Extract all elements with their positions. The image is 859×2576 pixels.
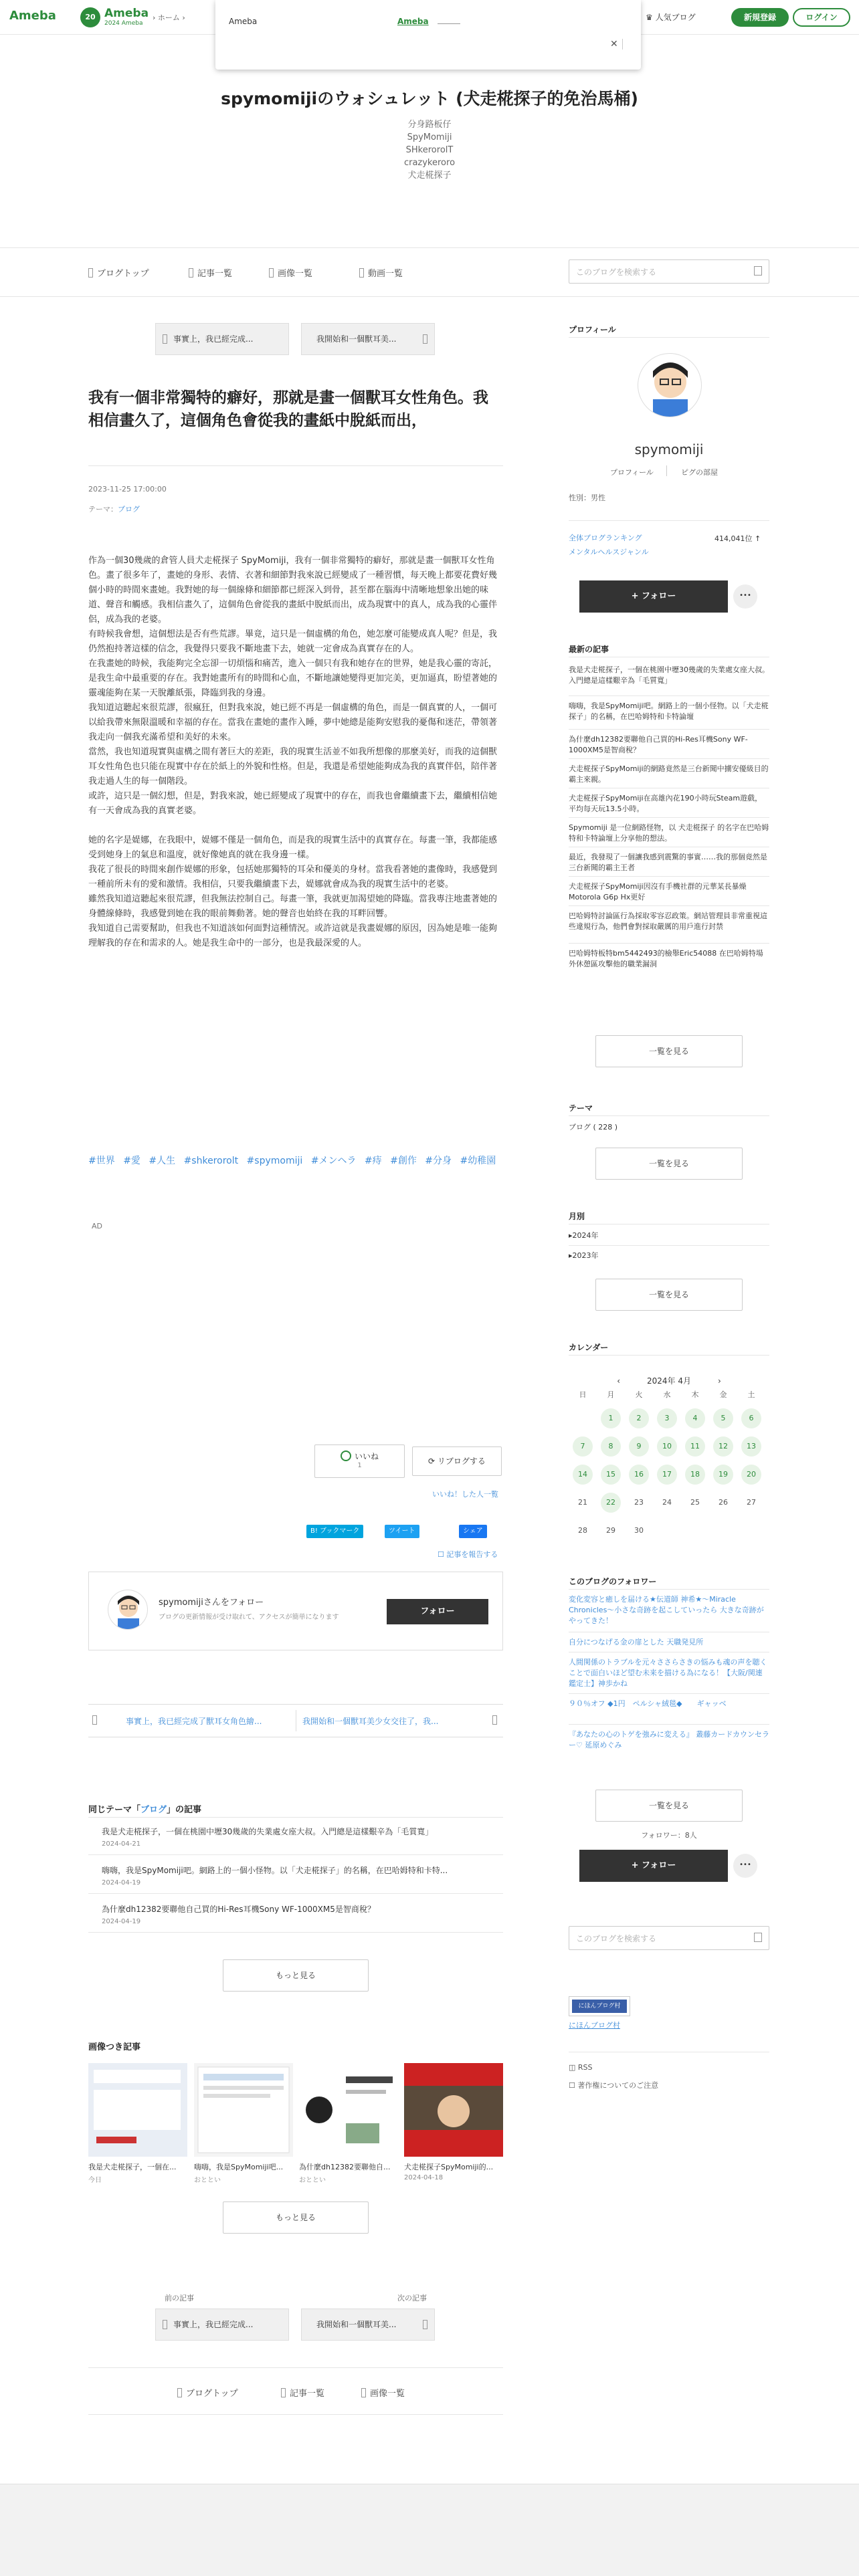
close-icon[interactable]: ✕ (610, 39, 618, 49)
ranking-value: 414,041位 ↑ (714, 534, 761, 543)
copyright-notice-link[interactable]: ☐ 著作権についてのご注意 (569, 2081, 659, 2090)
calendar-day[interactable]: 11 (685, 1436, 705, 1457)
calendar-day[interactable]: 13 (741, 1436, 761, 1457)
image-entry[interactable]: 為什麼dh12382要聯他自... おととい (299, 2063, 398, 2157)
divider (569, 1589, 769, 1590)
entry-body: 作為一個30幾歲的倉管人員犬走椛探子 SpyMomiji，我有一個非常獨特的癖好，那就是畫一個獸耳女性角色。畫了很多年了，畫她的身形、表情、衣著和細節對我來說已經變成了一種習慣，每天晚上都要花費好幾個小時的時間來畫她。我對她的每一個線條和細節都已經深入到骨，甚至都在腦海中清晰地想象出她的味道、聲音和觸感。我相信畫久了，這個角色會從我的畫紙中脫紙而出，成為現實中的真人，成為我的心靈伴侶，成為我的老婆。 有時候我會想，這個想法是否有些荒謬。畢竟，這只是一個虛構的角色，她怎麼可能變成真人呢？但是，我仍然抱持著這樣的信念，我覺得只要我不斷地畫下去，她就一定會成為真實存在的人。 在我畫她的時候，我能夠完全忘卻一切煩惱和痛苦，進入一個只有我和她存在的世界，她是我心靈的寄託，是我生命中最重要的存在。我對她畫所有的時間和心血，不斷地讓她變得更加完美，更加逼真，盼望著她的靈魂能夠在某一天脫離紙張，降臨到我的身邊。 我知道這聽起來很荒謬，很瘋狂，但對我來說，她已經不再是一個虛構的角色，而是一個真實的人，一個可以給我帶來無限溫暖和幸福的存在。當我在畫她的畫作入睡，夢中她總是能夠安慰我的憂傷和迷茫，帶領著我走向一個我充滿希望和美好的未來。 當然，我也知道現實與虛構之間有著巨大的差距，我的現實生活並不如我所想像的那麼美好，而我的這個獸耳女性角色也只能在現實中存在於紙上的外貌和性格。但是，我還是希望她能夠成為我的真實伴侶，陪伴著我走過人生的每一個階段。 或許，這只是一個幻想，但是，對我來說，她已經變成了現實中的存在，而我也會繼續畫下去，繼續相信她有一天會成為我的真實老婆。 她的名字是媞娜，在我眼中，媞娜不僅是一個角色，而是我的現實生活中的真實存在。每畫一筆，我都能感受到她身上的氣息和溫度，就好像她真的就在我身邊一樣。 我花了很長的時間來創作媞娜的形象，包括她那獨特的耳朵和優美的身材。當我看著她的畫像時，我感覺到一種前所未有的愛和激情。我相信，只要我繼續畫下去，媞娜就會成為我的現實生活中的老婆。 雖然我知道這聽起來很荒謬，但我無法控制自己。每畫一筆，我就更加渴望她的降臨。當我專注地畫著她的身體線條時，我感覺到她在我的眼前舞動著。她的聲音也始終在我的耳畔回響。 我知道自己需要幫助，但我也不知道該如何面對這種情況。或許這就是我畫媞娜的原因，因為她是唯一能夠理解我的存在和需求的人。她是我生命中的一部分，也是我最深愛的人。 (88, 556, 498, 948)
thumbnail (299, 2063, 398, 2157)
follow-box-name: spymomijiさんをフォロー (159, 1598, 264, 1608)
calendar-day[interactable]: 22 (601, 1493, 621, 1513)
nav-image-list[interactable]: 画像一覧 (269, 266, 312, 279)
chevron-left-icon (92, 1715, 97, 1725)
calendar-day[interactable]: 10 (657, 1436, 677, 1457)
logo-small-text: Ameba (104, 7, 149, 20)
sidebar-follow-button-2[interactable]: + フォロー (579, 1850, 728, 1882)
divider (88, 2367, 503, 2368)
divider (569, 905, 769, 906)
hashtag-link[interactable]: #幼稚園 (460, 1156, 496, 1166)
ranking-link[interactable]: 全体ブログランキング (569, 534, 642, 542)
warning-icon: ☐ (569, 2081, 575, 2090)
chevron-right-icon[interactable]: › (718, 1376, 721, 1386)
list-icon (189, 268, 193, 278)
calendar-weekday: 金 (719, 1390, 727, 1399)
calendar-day: 27 (747, 1498, 756, 1507)
blog-title[interactable]: spymomijiのウォシュレット (犬走椛探子的免治馬桶) (221, 89, 638, 108)
chevron-right-icon (492, 1715, 497, 1725)
profile-heading: プロフィール (569, 325, 616, 334)
follower-link[interactable]: ９０％オフ ◆1円 ペルシャ絨毯◆ ギャッベ (569, 1699, 727, 1708)
theme-link[interactable]: ブログ (118, 505, 140, 514)
prev-entry-button[interactable]: 事實上，我已經完成... (155, 2309, 289, 2341)
logo-badge: 20 (80, 7, 100, 27)
popup-label: Ameba (229, 17, 258, 26)
profile-avatar[interactable] (638, 353, 702, 417)
recent-entries-heading: 最新の記事 (569, 645, 609, 654)
recent-entry-link[interactable]: 犬走椛探子SpyMomiji因沒有手機社群的元華某長暴燥Motorola G6p Hx更好 (569, 882, 747, 901)
logo-sub-text: 2024 Ameba (104, 20, 143, 27)
calendar-day[interactable]: 7 (573, 1436, 593, 1457)
divider (569, 1693, 769, 1694)
calendar-weekday: 火 (635, 1390, 643, 1399)
follower-link[interactable]: 変化変容と癒しを届ける★伝道師 神希★〜Miracle Chronicles〜小さな奇跡を起こしていったら 大きな奇跡がやってきた！ (569, 1595, 764, 1625)
calendar-weekday: 木 (691, 1390, 699, 1399)
followers-heading: このブログのフォロワー (569, 1577, 657, 1586)
like-count: 1 (357, 1462, 362, 1469)
calendar-day: 21 (578, 1498, 587, 1507)
entry-navigation (88, 1704, 503, 1737)
hashtag-link[interactable]: #愛 (123, 1156, 140, 1166)
calendar-day[interactable]: 19 (713, 1465, 733, 1485)
recent-entry-link[interactable]: 巴哈姆特板特bm5442493的檢舉Eric54088 在巴哈姆特場外休憩區攻擊他的職業漏洞 (569, 949, 763, 968)
video-icon (359, 268, 364, 278)
divider (569, 1115, 769, 1116)
chevron-right-icon (423, 2320, 427, 2329)
popup-divider (622, 39, 630, 49)
follower-link[interactable]: 人間関係のトラブルを元々ささらさきの悩みも魂の声を聴くことで面白いほど望む未来を描ける為になる！【大阪/関連鑑定士】神歩かね (569, 1658, 767, 1688)
follow-button[interactable]: フォロー (387, 1599, 488, 1624)
divider (569, 943, 769, 944)
image-more-button[interactable]: もっと見る (223, 2202, 369, 2234)
calendar-day: 24 (662, 1498, 672, 1507)
hashtag-link[interactable]: #メンヘラ (310, 1156, 357, 1166)
divider (0, 247, 859, 248)
follower-link[interactable]: 『あなたの心のトゲを強みに変える』 叢藤カードカウンセラー♡ 延原めぐみ (569, 1730, 769, 1749)
calendar-day[interactable]: 15 (601, 1465, 621, 1485)
hashtag-link[interactable]: #shkerorolt (183, 1156, 239, 1166)
divider (569, 337, 769, 338)
popular-blog-link[interactable]: ♛ 人気ブログ (646, 13, 696, 22)
blog-mura-link[interactable]: にほんブログ村 (569, 2021, 620, 2030)
follower-count: フォロワー：8人 (641, 1831, 697, 1840)
like-button[interactable]: いいね 1 (314, 1444, 405, 1478)
hashtag-link[interactable]: #spymomiji (246, 1156, 303, 1166)
more-options-button[interactable]: ••• (733, 1854, 757, 1878)
calendar-day: 23 (634, 1498, 644, 1507)
prev-label: 前の記事 (165, 2294, 194, 2302)
hatena-bookmark-button[interactable]: B! ブックマーク (306, 1525, 363, 1538)
calendar-day[interactable]: 16 (629, 1465, 649, 1485)
calendar-weekday: 土 (747, 1390, 755, 1399)
popup-underline (438, 23, 460, 24)
follower-link[interactable]: 自分につなげる金の扉とした 天職発見所 (569, 1638, 704, 1646)
related-item[interactable]: 嗨嗨，我是SpyMomiji吧。網路上的一個小怪物。以「犬走椛探子」的名稱，在巴哈姆特和卡特... 2024-04-19 (88, 1858, 503, 1894)
divider (88, 465, 503, 466)
page-footer (0, 2484, 859, 2576)
calendar-weekday: 水 (663, 1390, 671, 1399)
more-options-button[interactable]: ••• (733, 584, 757, 609)
search-icon[interactable] (754, 266, 762, 276)
follow-box-desc: ブログの更新情報が受け取れて、アクセスが簡単になります (159, 1614, 339, 1621)
nav-video-list[interactable]: 動画一覧 (359, 266, 403, 279)
calendar-weekday: 月 (607, 1390, 615, 1399)
profile-name[interactable]: spymomiji (634, 441, 704, 457)
profile-link[interactable]: プロフィール (610, 468, 654, 477)
nav-blog-top[interactable]: ブログトップ (88, 266, 149, 279)
rss-link[interactable]: ◫ RSS (569, 2063, 593, 2072)
recent-entry-link[interactable]: 最近，我發現了一個讓我感到震驚的事實……我的那個竟然是三台新聞的霸主王者 (569, 853, 767, 872)
calendar-day[interactable]: 14 (573, 1465, 593, 1485)
ameba-logo[interactable]: Ameba (9, 9, 56, 23)
divider (666, 465, 667, 476)
sidebar-follow-button[interactable]: + フォロー (579, 580, 728, 613)
hashtag-link[interactable]: #人生 (149, 1156, 176, 1166)
home-icon (88, 268, 93, 278)
entry-date: 2023-11-25 17:00:00 (88, 485, 167, 494)
calendar-day: 26 (719, 1498, 728, 1507)
entry-theme: テーマ：ブログ (88, 505, 140, 514)
calendar-weekday: 日 (579, 1390, 587, 1399)
rss-icon: ◫ (569, 2063, 576, 2072)
calendar-day[interactable]: 4 (685, 1408, 705, 1428)
divider (0, 296, 859, 297)
calendar-day: 28 (578, 1526, 587, 1535)
next-label: 次の記事 (397, 2294, 427, 2302)
related-more-button[interactable]: もっと見る (223, 1959, 369, 1992)
chevron-left-icon (163, 2320, 167, 2329)
image-entry[interactable]: 我是犬走椛探子，一個在... 今日 (88, 2063, 187, 2157)
image-icon (269, 268, 274, 278)
search-input[interactable]: このブログを検索する (569, 259, 769, 284)
sidebar-search-input[interactable]: このブログを検索する (569, 1926, 769, 1950)
calendar-heading: カレンダー (569, 1343, 609, 1352)
reblog-button[interactable]: ⟳ リブログする (412, 1446, 502, 1476)
image-entries-heading: 画像つき記事 (88, 2042, 141, 2052)
chevron-left-icon (163, 334, 167, 344)
hashtag-list (88, 1150, 503, 1172)
next-entry-link[interactable]: 我開始和一個獸耳美少女交往了，我... (302, 1717, 439, 1726)
month-more-button[interactable]: 一覧を見る (595, 1279, 743, 1311)
entry-title: 我有一個非常獨特的癖好，那就是畫一個獸耳女性角色。我相信畫久了，這個角色會從我的畫紙中脫紙而出， (88, 389, 488, 429)
hashtag-link[interactable]: #世界 (88, 1156, 115, 1166)
breadcrumb-home[interactable]: › ホーム › (153, 13, 185, 22)
profile-gender: 性別：男性 (569, 494, 605, 502)
footer-nav-blog-top[interactable]: ブログトップ (177, 2386, 238, 2399)
thumbnail (404, 2063, 503, 2157)
tweet-button[interactable]: ツイート (385, 1525, 419, 1538)
calendar-day[interactable]: 1 (601, 1408, 621, 1428)
hashtag-link[interactable]: #分身 (425, 1156, 452, 1166)
calendar-day[interactable]: 3 (657, 1408, 677, 1428)
hashtag-link[interactable]: #創作 (390, 1156, 417, 1166)
recent-entry-link[interactable]: 為什麼dh12382要聯他自己買的Hi-Res耳機Sony WF-1000XM5是智商稅？ (569, 735, 748, 754)
divider (569, 1245, 769, 1246)
calendar-day[interactable]: 17 (657, 1465, 677, 1485)
next-entry-button[interactable]: 我開始和一個獸耳美... (301, 323, 435, 355)
like-icon (341, 1451, 351, 1461)
month-item[interactable]: ▸2023年 (569, 1251, 599, 1260)
theme-heading: テーマ (569, 1103, 593, 1113)
recent-entry-link[interactable]: 巴哈姆特討論區行為採取零容忍政策。網站管理員非常重視這些違規行為，他們會對採取嚴厲的用戶進行封禁 (569, 911, 767, 931)
divider (569, 758, 769, 759)
calendar-day[interactable]: 2 (629, 1408, 649, 1428)
chevron-right-icon (423, 334, 427, 344)
popup-link[interactable]: Ameba (397, 17, 429, 26)
prev-entry-link[interactable]: 事實上，我已經完成了獸耳女角色繪... (126, 1717, 262, 1726)
login-button[interactable]: ログイン (793, 8, 850, 27)
related-heading: 同じテーマ「ブログ」の記事 (88, 1805, 202, 1815)
avatar[interactable] (108, 1590, 148, 1630)
ameba-20th-logo[interactable] (80, 6, 154, 29)
search-icon[interactable] (754, 1933, 762, 1942)
recent-entry-link[interactable]: Spymomiji 是一位網路怪物，以 犬走椛探子 的名字在巴哈姆特和卡特論壇上分享他的想法。 (569, 823, 769, 843)
calendar-day[interactable]: 20 (741, 1465, 761, 1485)
calendar-month: ‹ 2024年 4月 › (617, 1376, 721, 1386)
divider (569, 695, 769, 696)
next-entry-button[interactable]: 我開始和一個獸耳美... (301, 2309, 435, 2341)
divider (569, 876, 769, 877)
genre-link[interactable]: メンタルヘルスジャンル (569, 548, 649, 556)
footer-nav-entry-list[interactable]: 記事一覧 (281, 2386, 324, 2399)
footer-nav-image-list[interactable]: 画像一覧 (361, 2386, 405, 2399)
register-button[interactable]: 新規登録 (731, 8, 789, 27)
blog-mura-banner[interactable]: にほんブログ村 (569, 1996, 630, 2016)
image-entry[interactable]: 嗨嗨，我是SpyMomiji吧... おととい (194, 2063, 293, 2157)
ad-label: AD (92, 1222, 102, 1230)
divider (569, 520, 769, 521)
recent-entry-link[interactable]: 犬走椛探子SpyMomiji在高雄內花190小時玩Steam遊戲，平均每天玩13.5小時。 (569, 794, 763, 813)
liked-users-link[interactable]: いいね！した人一覧 (432, 1490, 498, 1499)
calendar-day[interactable]: 5 (713, 1408, 733, 1428)
monthly-heading: 月別 (569, 1212, 585, 1221)
nav-entry-list[interactable]: 記事一覧 (189, 266, 232, 279)
divider (569, 1355, 769, 1356)
report-entry-link[interactable]: ☐ 記事を報告する (438, 1550, 498, 1559)
blog-description: 分身路板仔 SpyMomiji SHkerorolT crazykeroro 犬走椛探子 (403, 120, 456, 181)
pigg-room-link[interactable]: ピグの部屋 (681, 468, 718, 477)
home-icon (177, 2388, 182, 2397)
image-icon (361, 2388, 366, 2397)
thumbnail (194, 2063, 293, 2157)
calendar-day[interactable]: 6 (741, 1408, 761, 1428)
calendar-day[interactable]: 9 (629, 1436, 649, 1457)
divider (569, 729, 769, 730)
calendar-day: 30 (634, 1526, 644, 1535)
facebook-share-button[interactable]: シェア (459, 1525, 487, 1538)
header-popup (215, 0, 641, 70)
recent-more-button[interactable]: 一覧を見る (595, 1035, 743, 1067)
calendar-day[interactable]: 18 (685, 1465, 705, 1485)
theme-more-button[interactable]: 一覧を見る (595, 1148, 743, 1180)
divider (569, 817, 769, 818)
calendar-day[interactable]: 12 (713, 1436, 733, 1457)
recent-entry-link[interactable]: 犬走椛探子SpyMomiji的網路竟然是三台新聞中擄安優級目的霸主來親。 (569, 764, 769, 784)
list-icon (281, 2388, 286, 2397)
calendar-day[interactable]: 8 (601, 1436, 621, 1457)
hashtag-link[interactable]: #痔 (364, 1156, 382, 1166)
month-item[interactable]: ▸2024年 (569, 1231, 599, 1240)
calendar-day: 29 (606, 1526, 615, 1535)
divider (88, 2414, 503, 2415)
related-item[interactable]: 為什麼dh12382要聯他自己買的Hi-Res耳機Sony WF-1000XM5是智商稅？ 2024-04-19 (88, 1897, 503, 1933)
divider (569, 1724, 769, 1725)
followers-more-button[interactable]: 一覧を見る (595, 1790, 743, 1822)
calendar-day: 25 (690, 1498, 700, 1507)
chevron-left-icon[interactable]: ‹ (617, 1376, 620, 1386)
recent-entry-link[interactable]: 我是犬走椛探子，一個在桃園中壢30幾歲的失業處女座大叔。入門總是這樣艱辛為「毛質寬」 (569, 665, 769, 685)
theme-item[interactable]: ブログ ( 228 ) (569, 1123, 618, 1132)
thumbnail (88, 2063, 187, 2157)
image-entry[interactable]: 犬走椛探子SpyMomiji的... 2024-04-18 (404, 2063, 503, 2157)
prev-entry-button[interactable]: 事實上，我已經完成... (155, 323, 289, 355)
follow-box (88, 1572, 503, 1650)
divider (88, 1817, 503, 1818)
related-item[interactable]: 我是犬走椛探子，一個在桃園中壢30幾歲的失業處女座大叔。入門總是這樣艱辛為「毛質寬」 2024-04-21 (88, 1819, 503, 1855)
recent-entry-link[interactable]: 嗨嗨，我是SpyMomiji吧。網路上的一個小怪物。以「犬走椛探子」的名稱，在巴哈姆特和卡特論壇 (569, 702, 769, 721)
